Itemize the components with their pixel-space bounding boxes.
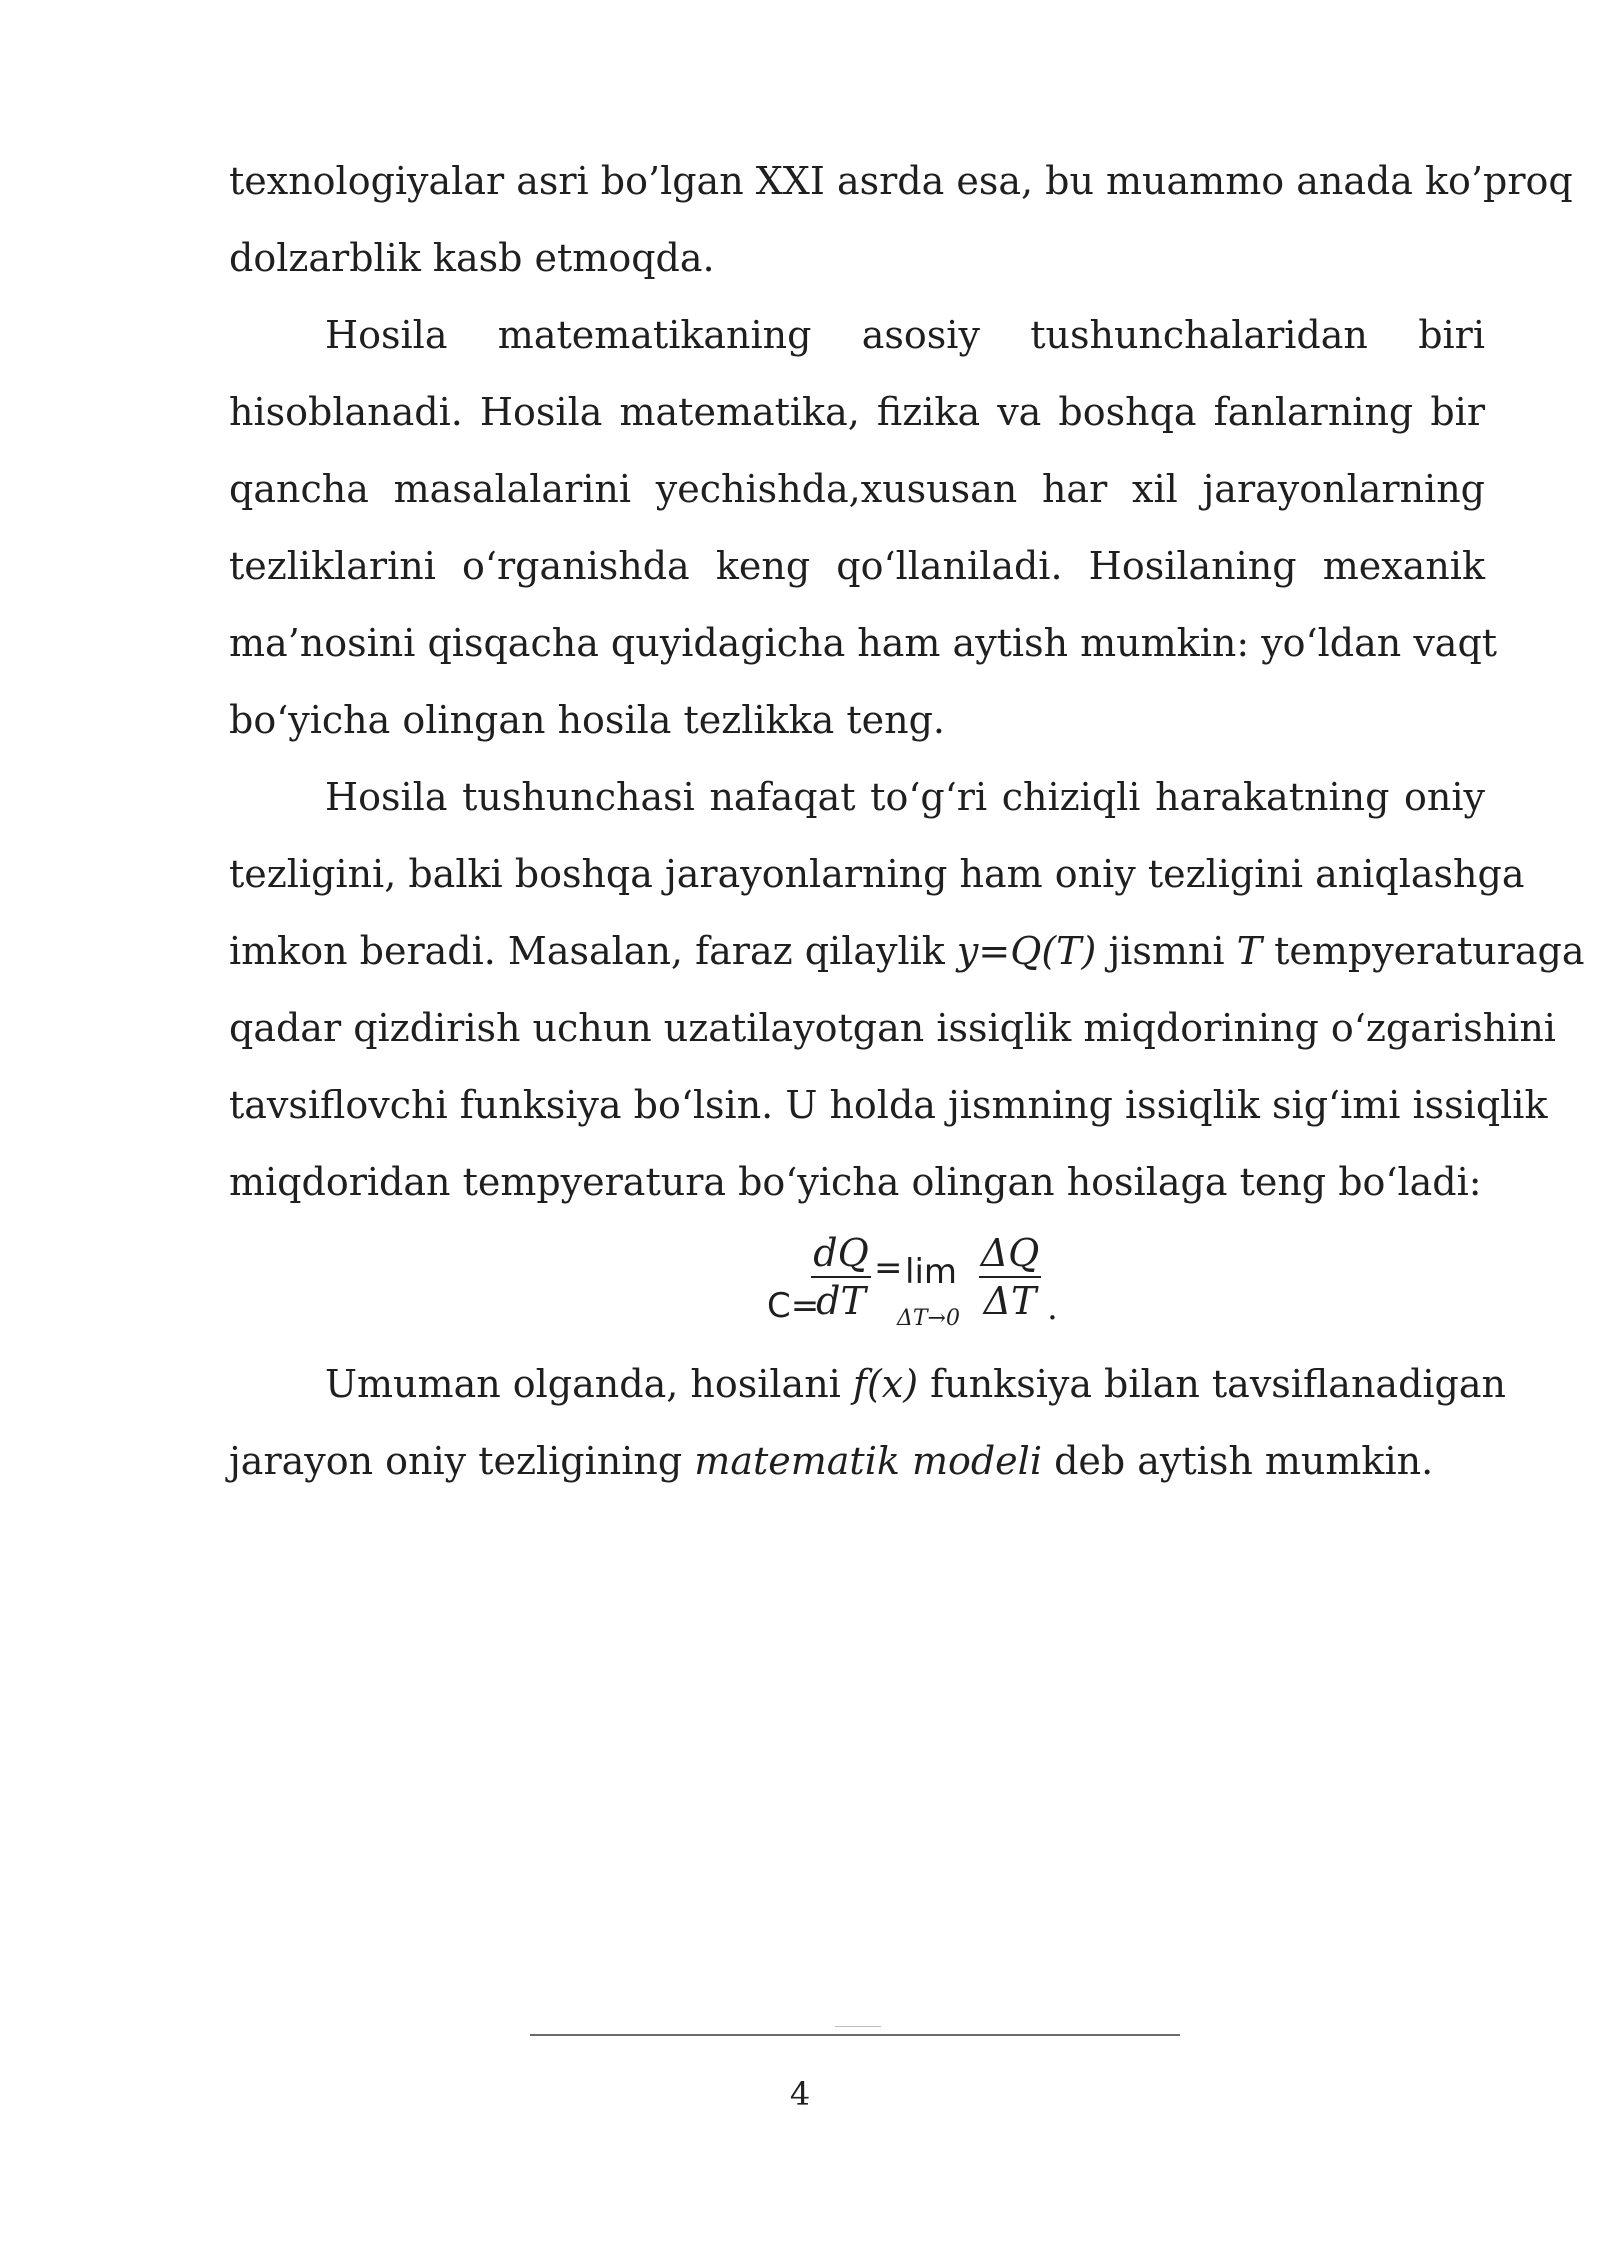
fraction-numerator: ΔQ [980, 1231, 1040, 1275]
difference-fraction [977, 1230, 1043, 1324]
derivative-fraction [809, 1230, 873, 1324]
fraction-numerator: dQ [813, 1231, 869, 1275]
paragraph-line: qancha masalalarini yechishda,xususan har xil jarayonlarning [229, 467, 1485, 511]
paragraph-line: tezliklarini o‘rganishda keng qo‘llaniladi. Hosilaning mexanik [229, 544, 1485, 588]
fraction-denominator: ΔT [983, 1279, 1037, 1323]
paragraph-line: ma’nosini qisqacha quyidagicha ham aytish mumkin: yo‘ldan vaqt [229, 621, 1498, 665]
limit-subscript: ΔT→0 [897, 1306, 960, 1331]
footer-rule-accent [835, 2026, 881, 2027]
paragraph-line: texnologiyalar asri bo’lgan XXI asrda esa, bu muammo anada ko’proq [229, 159, 1573, 203]
paragraph-line: hisoblanadi. Hosila matematika, fizika va boshqa fanlarning bir [229, 390, 1485, 434]
paragraph-line: Hosila matematikaning asosiy tushunchalaridan biri [325, 313, 1485, 357]
page-number: 4 [789, 2075, 811, 2113]
footer-rule [530, 2034, 1180, 2036]
text-run: jarayon oniy tezligining [229, 1439, 695, 1483]
paragraph-line [229, 1351, 1507, 1428]
formula-lhs: C= [767, 1286, 820, 1326]
paragraph-line: tezligini, balki boshqa jarayonlarning ham oniy tezligini aniqlashga [229, 852, 1525, 896]
fraction-denominator: dT [816, 1279, 866, 1323]
inline-formula: y=Q(T) [956, 929, 1097, 973]
paragraph-line [229, 918, 1585, 995]
limit-operator: lim [905, 1252, 958, 1292]
text-run: jismni [1096, 929, 1237, 973]
paragraph-line: tavsiflovchi funksiya bo‘lsin. U holda jismning issiqlik sig‘imi issiqlik [229, 1083, 1548, 1127]
paragraph-line [229, 1428, 1485, 1505]
paragraph-line: qadar qizdirish uchun uzatilayotgan issiqlik miqdorining o‘zgarishini [229, 1006, 1556, 1050]
equals-sign: = [874, 1248, 903, 1288]
text-run: tempyeraturaga [1261, 929, 1585, 973]
emphasized-term: matematik modeli [694, 1439, 1042, 1483]
text-run: Umuman olganda, hosilani [325, 1362, 853, 1406]
inline-formula: f(x) [852, 1362, 919, 1406]
text-run: imkon beradi. Masalan, faraz qilaylik [229, 929, 957, 973]
inline-variable: T [1236, 929, 1262, 973]
document-page [229, 148, 1585, 1505]
paragraph-line: bo‘yicha olingan hosila tezlikka teng. [229, 698, 945, 742]
heat-capacity-formula [229, 1226, 1485, 1351]
paragraph-line: dolzarblik kasb etmoqda. [229, 236, 715, 280]
formula-period: . [1047, 1288, 1058, 1328]
text-run: deb aytish mumkin. [1041, 1439, 1434, 1483]
paragraph-line: Hosila tushunchasi nafaqat to‘g‘ri chiziqli harakatning oniy [325, 775, 1485, 819]
text-run: funksiya bilan tavsiflanadigan [918, 1362, 1507, 1406]
paragraph-line: miqdoridan tempyeratura bo‘yicha olingan hosilaga teng bo‘ladi: [229, 1160, 1482, 1204]
